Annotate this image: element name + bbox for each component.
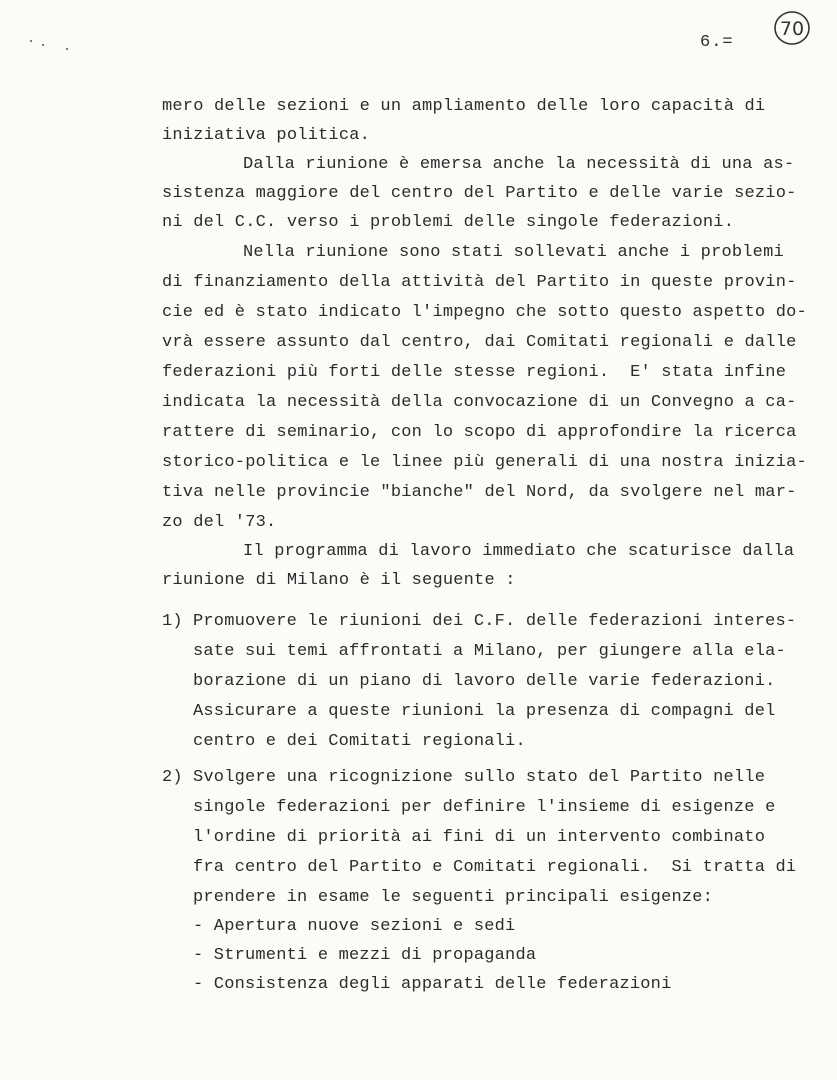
text-line: rattere di seminario, con lo scopo di approfondire la ricerca: [162, 423, 797, 442]
text-line: federazioni più forti delle stesse regioni. E' stata infine: [162, 363, 787, 382]
list-item-number: 1): [162, 612, 183, 631]
needs-list-item: - Strumenti e mezzi di propaganda: [193, 946, 537, 965]
text-line: vrà essere assunto dal centro, dai Comitati regionali e dalle: [162, 333, 797, 352]
scan-speck: [30, 40, 32, 42]
list-item-line: centro e dei Comitati regionali.: [193, 732, 526, 751]
text-line: cie ed è stato indicato l'impegno che sotto questo aspetto do-: [162, 303, 807, 322]
list-item-line: singole federazioni per definire l'insieme di esigenze e: [193, 798, 776, 817]
needs-list-item: - Consistenza degli apparati delle federazioni: [193, 975, 672, 994]
text-line: riunione di Milano è il seguente :: [162, 571, 516, 590]
list-item-line: Svolgere una ricognizione sullo stato del Partito nelle: [193, 768, 766, 787]
scan-speck: [42, 44, 44, 46]
text-line: ni del C.C. verso i problemi delle singole federazioni.: [162, 213, 735, 232]
text-line: storico-politica e le linee più generali di una nostra inizia-: [162, 453, 807, 472]
list-item-number: 2): [162, 768, 183, 787]
list-item-line: borazione di un piano di lavoro delle varie federazioni.: [193, 672, 776, 691]
text-line: indicata la necessità della convocazione di un Convegno a ca-: [162, 393, 797, 412]
needs-list-item: - Apertura nuove sezioni e sedi: [193, 917, 516, 936]
list-item-line: Promuovere le riunioni dei C.F. delle federazioni interes-: [193, 612, 797, 631]
svg-text:70: 70: [779, 18, 805, 40]
text-line: Dalla riunione è emersa anche la necessità di una as-: [243, 155, 795, 174]
list-item-line: fra centro del Partito e Comitati regionali. Si tratta di: [193, 858, 797, 877]
text-line: sistenza maggiore del centro del Partito e delle varie sezio-: [162, 184, 797, 203]
text-line: tiva nelle provincie "bianche" del Nord, da svolgere nel mar-: [162, 483, 797, 502]
text-line: Il programma di lavoro immediato che scaturisce dalla: [243, 542, 795, 561]
list-item-line: Assicurare a queste riunioni la presenza di compagni del: [193, 702, 776, 721]
text-line: mero delle sezioni e un ampliamento delle loro capacità di: [162, 97, 766, 116]
text-line: di finanziamento della attività del Partito in queste provin-: [162, 273, 797, 292]
archive-number-stamp: [772, 8, 812, 48]
text-line: zo del '73.: [162, 513, 277, 532]
scan-speck: [66, 48, 68, 50]
list-item-line: l'ordine di priorità ai fini di un intervento combinato: [193, 828, 766, 847]
list-item-line: prendere in esame le seguenti principali esigenze:: [193, 888, 714, 907]
page-number: 6.=: [700, 33, 734, 52]
text-line: iniziativa politica.: [162, 126, 371, 145]
text-line: Nella riunione sono stati sollevati anche i problemi: [243, 243, 784, 262]
list-item-line: sate sui temi affrontati a Milano, per giungere alla ela-: [193, 642, 786, 661]
